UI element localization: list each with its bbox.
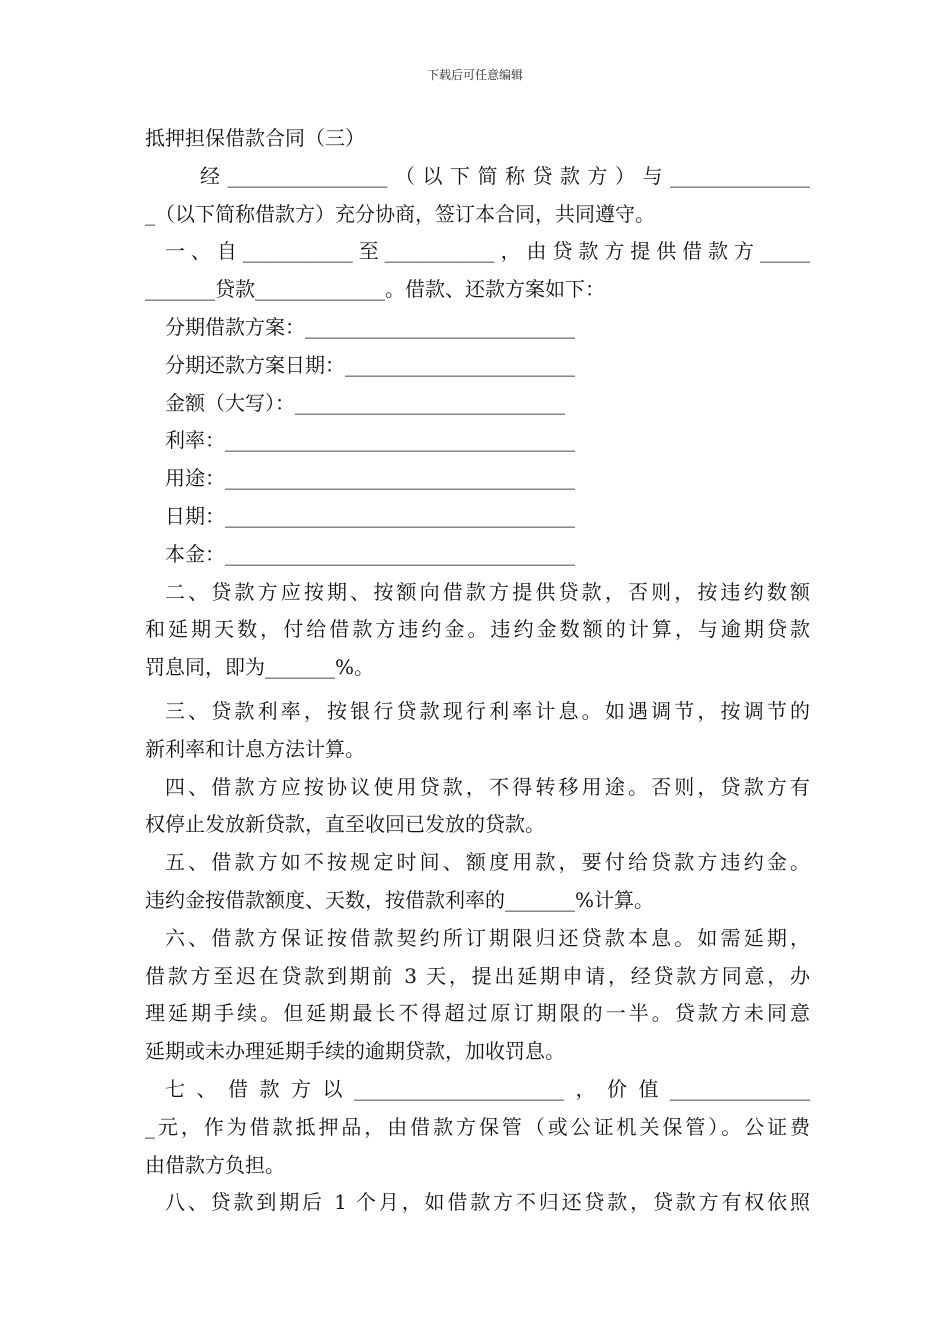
loan-plan-field: 分期借款方案：___________________________ xyxy=(165,314,575,339)
contract-body xyxy=(145,120,810,1222)
clause-1-line: 一、自___________至___________，由贷款方提供借款方_____ xyxy=(165,239,810,264)
amount-field: 金额（大写）：___________________________ xyxy=(165,390,565,415)
page-header: 下载后可任意编辑 xyxy=(426,68,523,82)
clause-4-line: 权停止发放新贷款，直至收回已发放的贷款。 xyxy=(145,812,545,837)
interest-rate-field: 利率：___________________________________ xyxy=(165,428,575,453)
clause-6-line: 延期或未办理延期手续的逾期贷款，加收罚息。 xyxy=(145,1039,565,1064)
date-field: 日期：___________________________________ xyxy=(165,503,575,528)
clause-1-line: _______贷款_____________。借款、还款方案如下： xyxy=(145,277,605,302)
clause-6-line: 理延期手续。但延期最长不得超过原订期限的一半。贷款方未同意 xyxy=(145,1001,810,1026)
clause-3-line: 新利率和计息方法计算。 xyxy=(145,736,365,761)
clause-6-line: 六、借款方保证按借款契约所订期限归还贷款本息。如需延期， xyxy=(165,925,810,950)
clause-2-line: 和延期天数，付给借款方违约金。违约金数额的计算，与逾期贷款 xyxy=(145,617,810,642)
clause-6-line: 借款方至迟在贷款到期前 3 天，提出延期申请，经贷款方同意，办 xyxy=(145,963,810,988)
clause-4-line: 四、借款方应按协议使用贷款，不得转移用途。否则，贷款方有 xyxy=(165,774,810,799)
purpose-field: 用途：___________________________________ xyxy=(165,466,575,491)
paragraph-line: 经________________（以下简称贷款方）与______________ xyxy=(145,163,810,188)
clause-2-line: 二、贷款方应按期、按额向借款方提供贷款，否则，按违约数额 xyxy=(165,579,810,604)
contract-title: 抵押担保借款合同（三） xyxy=(145,126,365,150)
clause-5-line: 违约金按借款额度、天数，按借款利率的_______%计算。 xyxy=(145,887,655,912)
paragraph-line: _（以下简称借款方）充分协商，签订本合同，共同遵守。 xyxy=(145,201,655,226)
principal-field: 本金：___________________________________ xyxy=(165,541,575,566)
repayment-date-field: 分期还款方案日期：_______________________ xyxy=(165,352,575,377)
clause-8-line: 八、贷款到期后 1 个月，如借款方不归还贷款，贷款方有权依照 xyxy=(165,1190,810,1215)
clause-7-line: 七、借款方以_____________________，价值______________ xyxy=(165,1076,810,1101)
clause-2-line: 罚息同，即为_______%。 xyxy=(145,655,375,680)
clause-7-line: _元，作为借款抵押品，由借款方保管（或公证机关保管）。公证费 xyxy=(145,1114,810,1139)
clause-7-line: 由借款方负担。 xyxy=(145,1152,285,1177)
clause-3-line: 三、贷款利率，按银行贷款现行利率计息。如遇调节，按调节的 xyxy=(165,698,810,723)
clause-5-line: 五、借款方如不按规定时间、额度用款，要付给贷款方违约金。 xyxy=(165,850,810,875)
